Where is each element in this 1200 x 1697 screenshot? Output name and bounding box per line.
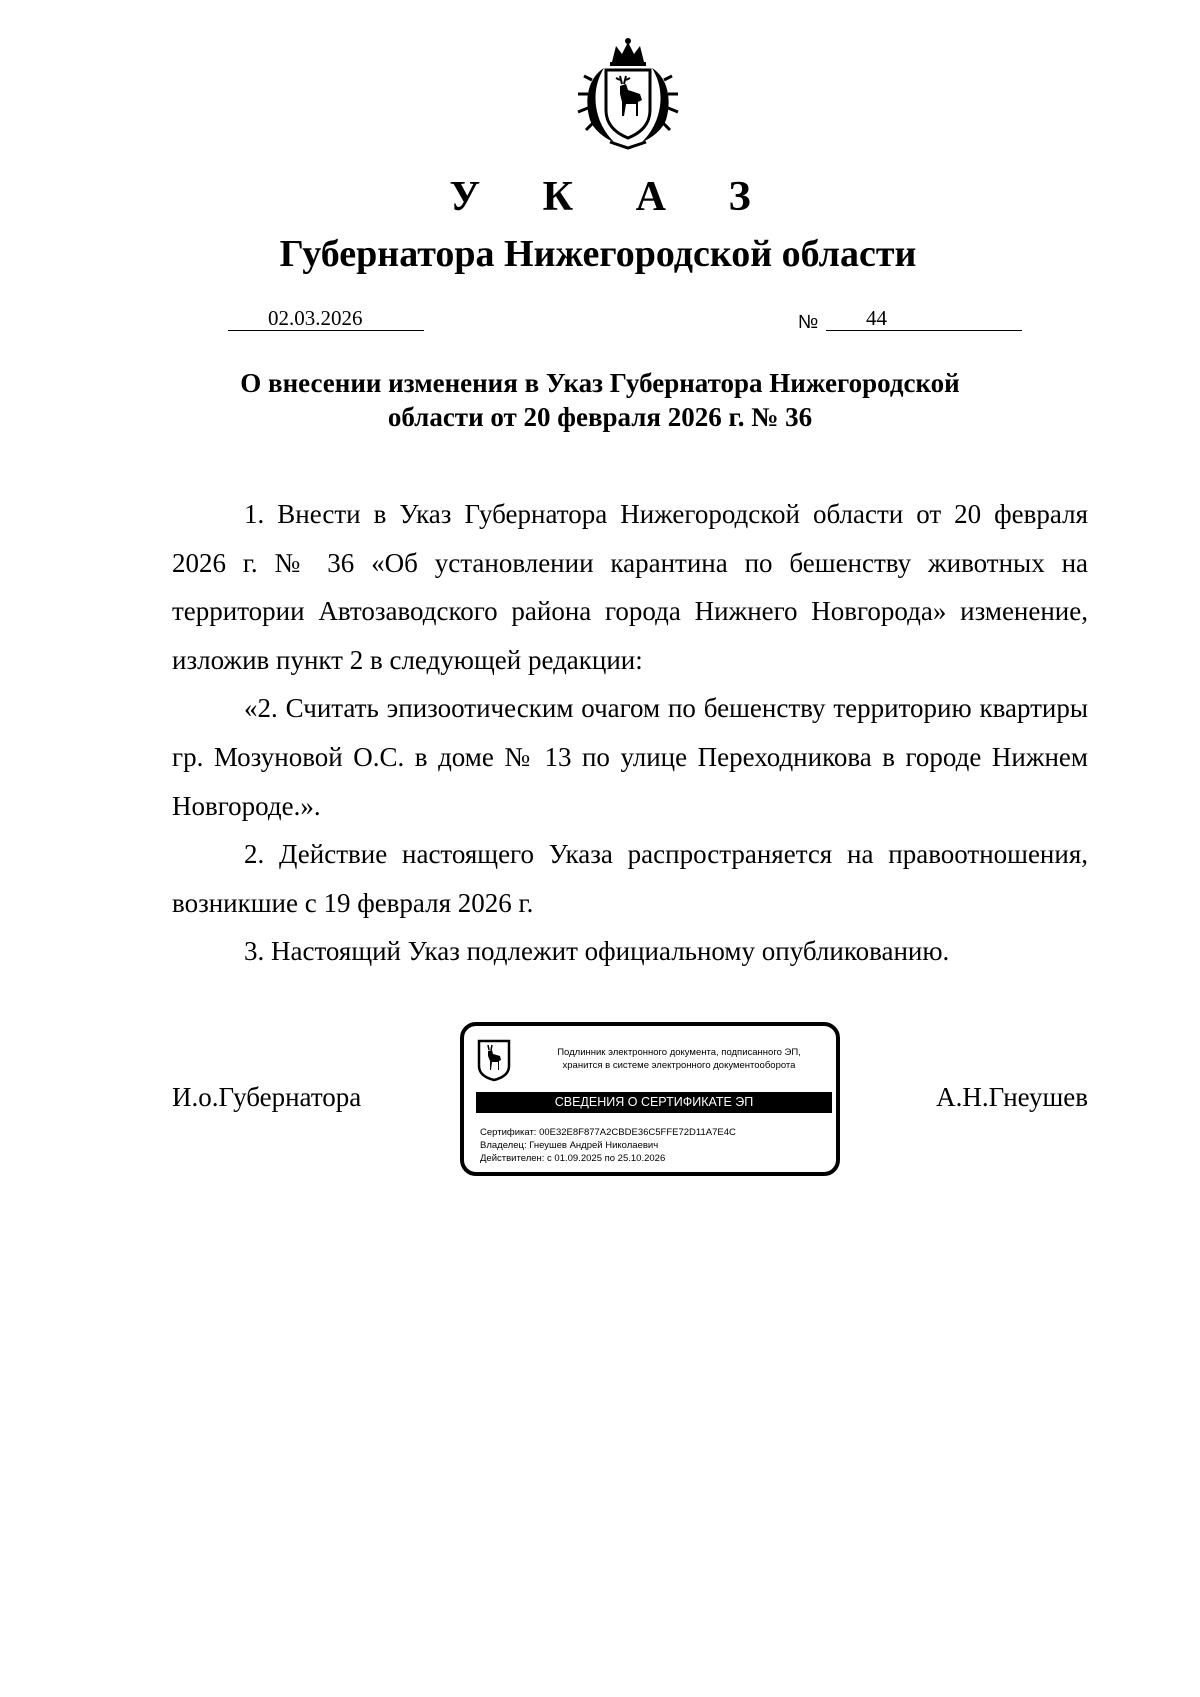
document-body xyxy=(172,490,1088,976)
deer-shield-icon xyxy=(476,1038,512,1082)
paragraph-1: 1. Внести в Указ Губернатора Нижегородской области от 20 февраля 2026 г. № 36 «Об установлении карантина по бешенству животных на территории Автозаводского района города Нижнего Новгорода» изменение, изложив пункт 2 в следующей редакции: xyxy=(172,499,1088,675)
electronic-signature-stamp xyxy=(460,1022,840,1176)
paragraph-3: 2. Действие настоящего Указа распространяется на правоотношения, возникшие с 19 февраля 2026 г. xyxy=(172,839,1088,918)
certificate-owner: Владелец: Гнеушев Андрей Николаевич xyxy=(480,1140,659,1151)
document-type-title: У К А З xyxy=(449,174,777,220)
stamp-certificate-details xyxy=(480,1126,736,1165)
stamp-certificate-header: СВЕДЕНИЯ О СЕРТИФИКАТЕ ЭП xyxy=(476,1092,832,1113)
document-subject xyxy=(0,366,1200,434)
signer-position: И.о.Губернатора xyxy=(172,1082,362,1112)
coat-of-arms-icon xyxy=(574,38,682,150)
number-label: № xyxy=(798,312,819,333)
certificate-validity: Действителен: с 01.09.2025 по 25.10.2026 xyxy=(480,1153,666,1164)
issuer-title: Губернатора Нижегородской области xyxy=(279,233,917,275)
stamp-note-line-1: Подлинник электронного документа, подписанного ЭП, xyxy=(557,1047,801,1058)
number-field xyxy=(826,306,1022,331)
subject-line-2: области от 20 февраля 2026 г. № 36 xyxy=(387,402,813,432)
date-field xyxy=(228,306,424,331)
subject-line-1: О внесении изменения в Указ Губернатора Нижегородской xyxy=(240,368,960,398)
paragraph-2: «2. Считать эпизоотическим очагом по бешенству территорию квартиры гр. Мозуновой О.С. в доме № 13 по улице Переходникова в городе Нижнем Новгороде.». xyxy=(172,693,1088,821)
paragraph-4: 3. Настоящий Указ подлежит официальному опубликованию. xyxy=(244,936,950,967)
certificate-serial: Сертификат: 00E32E8F877A2CBDE36C5FFE72D11A7E4C xyxy=(480,1127,736,1138)
signer-name: А.Н.Гнеушев xyxy=(936,1082,1088,1112)
stamp-note-line-2: хранится в системе электронного документооборота xyxy=(562,1060,796,1071)
stamp-note xyxy=(524,1046,834,1072)
document-date: 02.03.2026 xyxy=(268,306,363,330)
document-number: 44 xyxy=(866,306,887,330)
